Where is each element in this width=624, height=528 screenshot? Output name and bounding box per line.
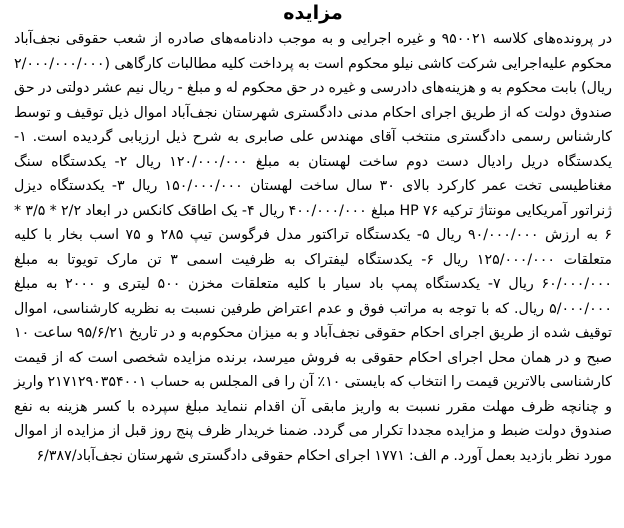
notice-title: مزایده xyxy=(283,2,343,24)
notice-body: در پرونده‌های کلاسه ۹۵۰۰۲۱ و غیره اجرایی و به موجب دادنامه‌های صادره از شعب حقوقی نجف‌آباد محکوم علیه‌اجرایی شرکت کاشی نیلو محکوم است به پرداخت کلیه مطالبات کارگاهی (۲/۰۰۰/۰۰۰/۰۰۰ ریال) بابت محکوم به و هزینه‌های دادرسی و غیره در حق محکوم له و مبلغ - ریال نیم عشر دولتی در حق صندوق دولت که از طریق اجرای احکام مدنی دادگستری شهرستان نجف‌آباد اموال ذیل توقیف و توسط کارشناس رسمی دادگستری منتخب آقای مهندس علی صابری به شرح ذیل ارزیابی گردیده است. ۱- یکدستگاه دریل رادیال دست دوم ساخت لهستان به مبلغ ۱۲۰/۰۰۰/۰۰۰ ریال ۲- یکدستگاه سنگ مغناطیسی تخت عمر کارکرد بالای ۳۰ سال ساخت لهستان ۱۵۰/۰۰۰/۰۰۰ ریال ۳- یکدستگاه دیزل ژنراتور آمریکایی مونتاژ ترکیه HP ۷۶ مبلغ ۴۰۰/۰۰۰/۰۰۰ ریال ۴- یک اطاقک کانکس در ابعاد ۲/۲ * ۳/۵ * ۶ به ارزش ۹۰/۰۰۰/۰۰۰ ریال ۵- یکدستگاه تراکتور مدل فرگوسن تیپ ۲۸۵ و ۷۵ اسب بخار با کلیه متعلقات ۱۲۵/۰۰۰/۰۰۰ ریال ۶- یکدستگاه لیفتراک به ظرفیت اسمی ۳ تن مارک تویوتا به مبلغ ۶۰/۰۰۰/۰۰۰ ریال ۷- یکدستگاه پمپ باد سیار با کلیه متعلقات مخزن ۵۰۰ لیتری و ۲۰۰۰ به مبلغ ۵/۰۰۰/۰۰۰ ریال. که با توجه به مراتب فوق و عدم اعتراض طرفین نسبت به نظریه کارشناسی، اموال توقیف شده از طریق اجرای احکام حقوقی نجف‌آباد و به میزان محکوم‌به و در تاریخ ۹۵/۶/۲۱ ساعت ۱۰ صبح و در همان محل اجرای احکام حقوقی به فروش میرسد، برنده مزایده شخصی است که از قیمت کارشناسی بالاترین قیمت را انتخاب که بایستی ۱۰٪ آن را فی المجلس به حساب ۲۱۷۱۲۹۰۳۵۴۰۰۱ واریز و چنانچه ظرف مهلت مقرر نسبت به واریز مابقی آن اقدام ننماید مبلغ سپرده با کسر هزینه به نفع صندوق دولت ضبط و مزایده مجددا تکرار می گردد. ضمنا خریدار ظرف پنج روز قبل از مزایده از اموال مورد نظر بازدید بعمل آورد. م الف: ۱۷۷۱ اجرای احکام حقوقی دادگستری شهرستان نجف‌آباد/۶/۳۸۷ xyxy=(14,31,613,464)
